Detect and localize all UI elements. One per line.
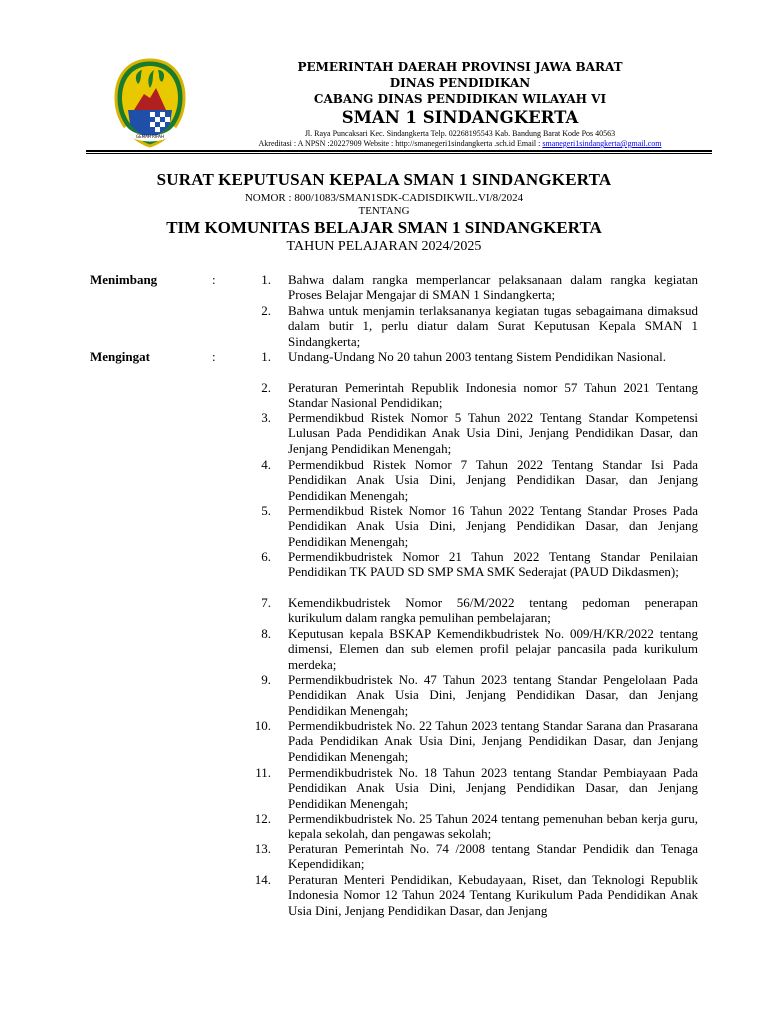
- list-item: [240, 380, 698, 411]
- item-number: 9.: [261, 672, 271, 687]
- menimbang-label: Menimbang: [90, 272, 158, 287]
- list-item: [240, 410, 698, 456]
- agency-name: DINAS PENDIDIKAN: [389, 76, 531, 90]
- item-text: Permendikbudristek No. 22 Tahun 2023 tentang Standar Sarana dan Prasarana Pada Pendidikan Anak Usia Dini, Jenjang Pendidikan Dasar, dan Jenjang Pendidikan Menengah;: [288, 718, 698, 764]
- list-item: [240, 349, 698, 364]
- item-text: Undang-Undang No 20 tahun 2003 tentang Sistem Pendidikan Nasional.: [288, 349, 667, 364]
- item-number: 14.: [254, 872, 271, 887]
- accreditation-text: Akreditasi : A NPSN :20227909 Website : http://smanegeri1sindangkerta .sch.id Email :: [258, 139, 543, 148]
- menimbang-colon: :: [212, 272, 216, 287]
- item-number: 3.: [261, 410, 271, 425]
- list-item: [240, 303, 698, 349]
- list-item: [240, 841, 698, 872]
- item-number: 1.: [261, 272, 271, 287]
- list-item: [240, 549, 698, 580]
- school-address: Jl. Raya Puncaksari Kec. Sindangkerta Telp. 02268195543 Kab. Bandung Barat Kode Pos 40563: [304, 129, 616, 138]
- item-text: Peraturan Pemerintah Republik Indonesia nomor 57 Tahun 2021 Tentang Standar Nasional Pendidikan;: [288, 380, 698, 411]
- list-item: [240, 672, 698, 718]
- item-number: 1.: [261, 349, 271, 364]
- item-number: 4.: [261, 457, 271, 472]
- academic-year: TAHUN PELAJARAN 2024/2025: [286, 239, 482, 254]
- list-item: [240, 503, 698, 549]
- item-text: Permendikbudristek Nomor 21 Tahun 2022 Tentang Standar Penilaian Pendidikan TK PAUD SD SMP SMA SMK Sederajat (PAUD Dikdasmen);: [288, 549, 698, 580]
- decree-title: SURAT KEPUTUSAN KEPALA SMAN 1 SINDANGKERTA: [156, 170, 612, 189]
- item-number: 10.: [254, 718, 271, 733]
- list-item: [240, 457, 698, 503]
- item-number: 7.: [261, 595, 271, 610]
- list-item: [240, 272, 698, 303]
- list-item: [240, 811, 698, 842]
- item-number: 12.: [254, 811, 271, 826]
- item-number: 5.: [261, 503, 271, 518]
- item-number: 13.: [254, 841, 271, 856]
- item-text: Bahwa untuk menjamin terlaksananya kegiatan tugas sebagaimana dimaksud dalam butir 1, perlu diatur dalam Surat Keputusan Kepala SMAN 1 Sindangkerta;: [288, 303, 698, 349]
- item-text: Permendikbudristek No. 25 Tahun 2024 tentang pemenuhan beban kerja guru, kepala sekolah, dan pengawas sekolah;: [288, 811, 698, 842]
- jawa-barat-emblem-icon: [114, 58, 186, 148]
- decree-about: TENTANG: [358, 205, 410, 217]
- item-number: 2.: [261, 380, 271, 395]
- list-item: [240, 872, 698, 918]
- item-text: Permendikbudristek No. 18 Tahun 2023 tentang Standar Pembiayaan Pada Pendidikan Anak Usia Dini, Jenjang Pendidikan Dasar, dan Jenjang Pendidikan Menengah;: [288, 765, 698, 811]
- item-text: Peraturan Menteri Pendidikan, Kebudayaan, Riset, dan Teknologi Republik Indonesia Nomor 12 Tahun 2024 Tentang Kurikulum Pada Pendidikan Anak Usia Dini, Jenjang Pendidikan Dasar, dan Jenjang: [288, 872, 698, 918]
- letterhead: [0, 0, 768, 160]
- school-name: SMAN 1 SINDANGKERTA: [341, 108, 579, 127]
- email-link[interactable]: smanegeri1sindangkerta@gmail.com: [542, 139, 662, 148]
- item-number: 8.: [261, 626, 271, 641]
- item-number: 6.: [261, 549, 271, 564]
- mengingat-label: Mengingat: [90, 349, 150, 364]
- decree-subject: TIM KOMUNITAS BELAJAR SMAN 1 SINDANGKERTA: [166, 218, 602, 237]
- decree-number: NOMOR : 800/1083/SMAN1SDK-CADISDIKWIL.VI/8/2024: [244, 192, 524, 204]
- mengingat-colon: :: [212, 349, 216, 364]
- item-text: Bahwa dalam rangka memperlancar pelaksanaan dalam rangka kegiatan Proses Belajar Mengajar di SMAN 1 Sindangkerta;: [288, 272, 698, 303]
- item-text: Keputusan kepala BSKAP Kemendikbudristek No. 009/H/KR/2022 tentang dimensi, Elemen dan sub elemen profil pelajar pancasila pada kurikulum merdeka;: [288, 626, 698, 672]
- item-text: Permendikbudristek No. 47 Tahun 2023 tentang Standar Pengelolaan Pada Pendidikan Anak Usia Dini, Jenjang Pendidikan Dasar, dan Jenjang Pendidikan Menengah;: [288, 672, 698, 718]
- item-number: 11.: [255, 765, 271, 780]
- item-text: Permendikbud Ristek Nomor 7 Tahun 2022 Tentang Standar Isi Pada Pendidikan Anak Usia Dini, Jenjang Pendidikan Dasar, dan Jenjang Pendidikan Menengah;: [288, 457, 698, 503]
- list-item: [240, 595, 698, 626]
- government-name: PEMERINTAH DAERAH PROVINSI JAWA BARAT: [297, 60, 623, 74]
- item-text: Permendikbud Ristek Nomor 16 Tahun 2022 Tentang Standar Proses Pada Pendidikan Anak Usia Dini, Jenjang Pendidikan Dasar, dan Jenjang Pendidikan Menengah;: [288, 503, 698, 549]
- svg-text:GEMAH RIPAH: GEMAH RIPAH: [136, 134, 164, 139]
- letterhead-rule-thin: [86, 153, 712, 154]
- list-item: [240, 765, 698, 811]
- branch-name: CABANG DINAS PENDIDIKAN WILAYAH VI: [313, 92, 607, 106]
- letterhead-rule-thick: [86, 150, 712, 152]
- list-item: [240, 626, 698, 672]
- item-text: Permendikbud Ristek Nomor 5 Tahun 2022 Tentang Standar Kompetensi Lulusan Pada Pendidikan Anak Usia Dini, Jenjang Pendidikan Dasar, dan Jenjang Pendidikan Menengah;: [288, 410, 698, 456]
- accreditation-line: [180, 139, 740, 149]
- item-text: Kemendikbudristek Nomor 56/M/2022 tentang pedoman penerapan kurikulum dalam rangka pemulihan pembelajaran;: [288, 595, 698, 626]
- list-item: [240, 718, 698, 764]
- item-text: Peraturan Pemerintah No. 74 /2008 tentang Standar Pendidik dan Tenaga Kependidikan;: [288, 841, 698, 872]
- item-number: 2.: [261, 303, 271, 318]
